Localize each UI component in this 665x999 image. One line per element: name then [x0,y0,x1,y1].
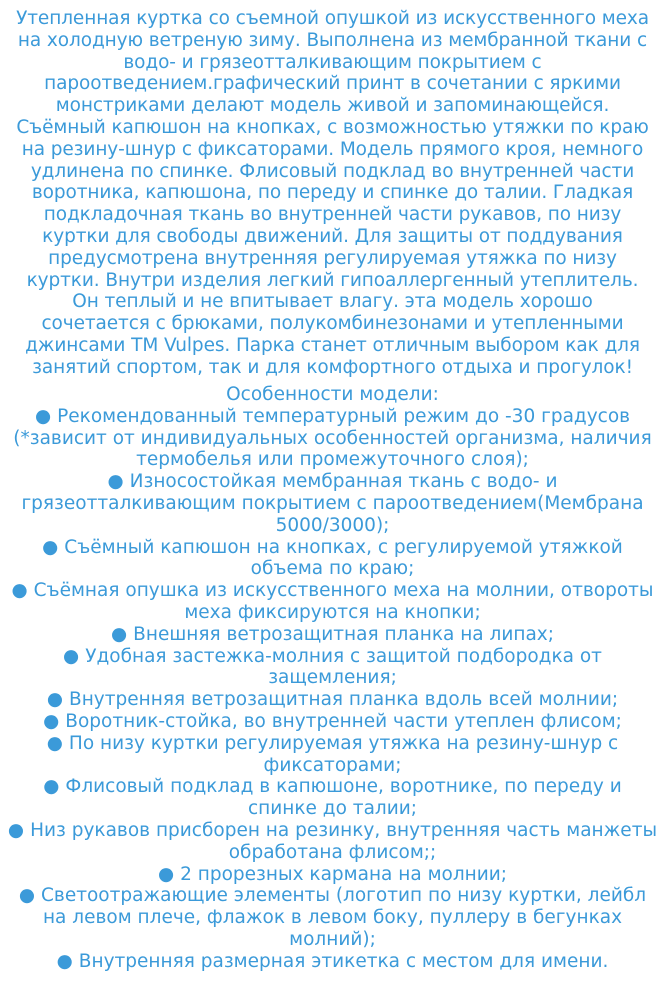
bullet-icon: ● [18,885,35,907]
feature-text: Рекомендованный температурный режим до -30 градусов (*зависит от индивидуальных особенностей организма, наличия термобелья или промежуточного слоя); [13,405,652,471]
feature-text: Удобная застежка-молния с защитой подбородка от защемления; [85,645,602,689]
feature-item [6,864,659,886]
feature-item [6,471,659,536]
feature-text: Флисовый подклад в капюшоне, воротнике, по переду и спинке до талии; [65,776,622,820]
feature-text: Низ рукавов присборен на резинку, внутренняя часть манжеты обработана флисом;; [30,819,658,863]
bullet-icon: ● [43,776,60,798]
features-list [6,384,659,973]
feature-item [6,820,659,864]
product-description-text: Утепленная куртка со съемной опушкой из искусственного меха на холодную ветреную зиму. Выполнена из мембранной ткани с водо- и грязеотталкивающим покрытием с пароотведением.графический принт в сочетании с яркими монстриками делают модель живой и запоминающейся. Съёмный капюшон на кнопках, с возможностью утяжки по краю на резину-шнур с фиксаторами. Модель прямого кроя, немного удлинена по спинке. Флисовый подклад во внутренней части воротника, капюшона, по переду и спинке до талии. Гладкая подкладочная ткань во внутренней части рукавов, по низу куртки для свободы движений. Для защиты от поддувания предусмотрена внутренняя регулируемая утяжка по низу куртки. Внутри изделия легкий гипоаллергенный утеплитель. Он теплый и не впитывает влагу. эта модель хорошо сочетается с брюками, полукомбинезонами и утепленными джинсами ТМ Vulpes. Парка станет отличным выбором как для занятий спортом, так и для комфортного отдыха и прогулок! [16,8,649,378]
feature-text: 2 прорезных кармана на молнии; [180,863,508,885]
bullet-icon: ● [63,645,80,667]
bullet-icon: ● [42,536,59,558]
feature-text: Светоотражающие элементы (логотип по низу куртки, лейбл на левом плече, флажок в левом боку, пуллеру в бегунках молний); [41,885,647,950]
feature-item [6,951,659,973]
feature-item [6,580,659,624]
feature-item [6,776,659,820]
bullet-icon: ● [56,950,73,972]
feature-text: Внешняя ветрозащитная планка на липах; [133,623,554,645]
feature-item [6,624,659,646]
bullet-icon: ● [111,623,128,645]
feature-item [6,689,659,711]
feature-item [6,711,659,733]
feature-item [6,646,659,690]
feature-item [6,537,659,581]
bullet-icon: ● [46,732,63,754]
bullet-icon: ● [34,405,52,427]
feature-text: Износостойкая мембранная ткань с водо- и грязеотталкивающим покрытием с пароотведением(Мембрана 5000/3000); [21,471,644,536]
bullet-icon: ● [11,580,28,602]
feature-text: Внутренняя ветрозащитная планка вдоль всей молнии; [69,689,619,711]
feature-text: Воротник-стойка, во внутренней части утеплен флисом; [65,710,622,732]
bullet-icon: ● [7,819,25,841]
bullet-icon: ● [107,471,124,493]
feature-text: Съёмная опушка из искусственного меха на молнии, отвороты меха фиксируются на кнопки; [33,580,654,623]
feature-text: Внутренняя размерная этикетка с местом для имени. [78,950,609,972]
feature-item [6,406,659,471]
bullet-icon: ● [43,710,60,732]
bullet-icon: ● [157,863,175,885]
bullet-icon: ● [46,689,63,711]
feature-text: Съёмный капюшон на кнопках, с регулируемой утяжкой объема по краю; [64,536,623,580]
feature-item [6,885,659,950]
features-heading: Особенности модели: [226,384,439,405]
feature-item [6,733,659,777]
feature-text: По низу куртки регулируемая утяжка на резину-шнур с фиксаторами; [68,732,619,776]
